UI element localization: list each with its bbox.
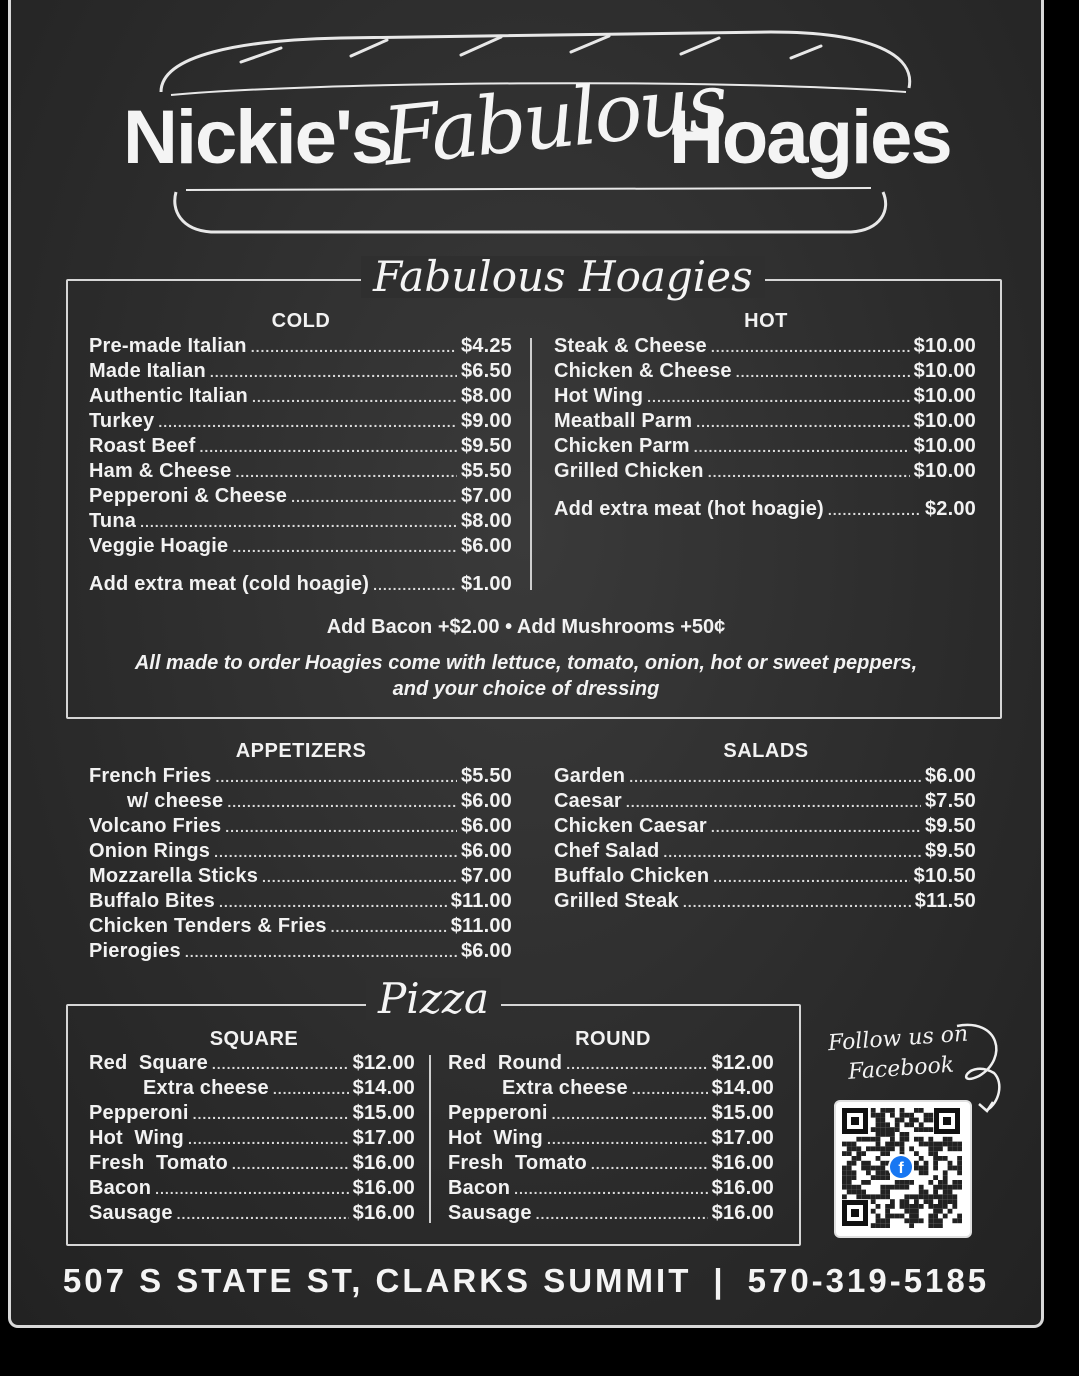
salad-item-name: Grilled Steak — [554, 890, 679, 912]
title-fabulous: Fabulous — [379, 55, 730, 184]
svg-text:f: f — [898, 1160, 904, 1177]
footer-separator: | — [713, 1262, 726, 1299]
round-pizza-item-name: Bacon — [448, 1177, 511, 1199]
hot-hoagie-item — [554, 409, 976, 434]
title-hoagies: Hoagies — [669, 95, 951, 180]
dot-leader — [713, 865, 909, 890]
hot-hoagie-item-price: $10.00 — [913, 385, 976, 407]
dot-leader — [626, 790, 921, 815]
round-pizza-item-name: Sausage — [448, 1202, 532, 1224]
dot-leader — [232, 535, 457, 560]
dot-leader — [632, 1077, 708, 1102]
hoagie-note-line1: All made to order Hoagies come with lettuce, tomato, onion, hot or sweet peppers, — [134, 652, 918, 674]
square-pizza-item-price: $15.00 — [352, 1102, 415, 1124]
dot-leader — [547, 1127, 708, 1152]
dot-leader — [629, 765, 921, 790]
cold-hoagie-item-name: Roast Beef — [89, 435, 196, 457]
dot-leader — [210, 360, 457, 385]
dot-leader — [212, 1052, 349, 1077]
salad-item-price: $11.50 — [914, 890, 976, 912]
round-pizza-list — [448, 1051, 774, 1226]
dot-leader — [251, 335, 457, 360]
salad-item — [554, 814, 976, 839]
appetizer-item-price: $6.00 — [460, 790, 512, 812]
hot-hoagie-item-name: Grilled Chicken — [554, 460, 704, 482]
square-pizza-item — [89, 1201, 415, 1226]
cold-hoagie-item-name: Pepperoni & Cheese — [89, 485, 288, 507]
round-pizza-item — [448, 1101, 774, 1126]
appetizer-item — [89, 764, 512, 789]
dot-leader — [736, 360, 910, 385]
dot-leader — [708, 460, 910, 485]
dot-leader — [663, 840, 921, 865]
cold-hoagie-item-name: Ham & Cheese — [89, 460, 232, 482]
round-heading: ROUND — [575, 1028, 651, 1050]
dot-leader — [566, 1052, 707, 1077]
hot-hoagie-item-name: Hot Wing — [554, 385, 644, 407]
appetizer-item — [89, 914, 512, 939]
dot-leader — [193, 1102, 349, 1127]
appetizer-item-price: $6.00 — [460, 815, 512, 837]
cold-hoagie-item-price: $4.25 — [460, 335, 512, 357]
cold-hoagie-item-price: $6.00 — [460, 535, 512, 557]
cold-hoagie-item — [89, 484, 512, 509]
hot-hoagie-item — [554, 334, 976, 359]
round-pizza-item-name: Red Round — [448, 1052, 563, 1074]
hot-hoagie-item — [554, 384, 976, 409]
appetizer-item-name: Onion Rings — [89, 840, 211, 862]
square-pizza-item — [89, 1126, 415, 1151]
dot-leader — [683, 890, 911, 915]
square-pizza-item-name: Fresh Tomato — [89, 1152, 228, 1174]
follow-line2: Facebook — [847, 1052, 955, 1085]
phone-number[interactable]: 570-319-5185 — [747, 1262, 990, 1299]
appetizer-item-price: $11.00 — [450, 915, 512, 937]
dot-leader — [219, 890, 447, 915]
appetizers-list — [89, 764, 512, 964]
cold-hoagie-item — [89, 334, 512, 359]
qr-code-icon — [836, 1102, 966, 1232]
round-pizza-item — [448, 1151, 774, 1176]
hot-hoagie-item — [554, 434, 976, 459]
square-pizza-item-price: $17.00 — [352, 1127, 415, 1149]
appetizer-item-name: Buffalo Bites — [89, 890, 215, 912]
dot-leader — [696, 410, 909, 435]
square-pizza-item-price: $16.00 — [352, 1202, 415, 1224]
appetizer-item-price: $11.00 — [450, 890, 512, 912]
cold-hoagie-item — [89, 434, 512, 459]
dot-leader — [158, 410, 457, 435]
qr-code[interactable] — [834, 1100, 972, 1238]
hot-extra-name: Add extra meat (hot hoagie) — [554, 498, 824, 520]
dot-leader — [215, 765, 456, 790]
cold-hoagie-item-name: Turkey — [89, 410, 155, 432]
dot-leader — [227, 790, 457, 815]
pizza-divider — [429, 1055, 431, 1223]
round-pizza-item-price: $14.00 — [711, 1077, 774, 1099]
hoagie-note-line2: and your choice of dressing — [392, 678, 660, 700]
square-pizza-item-name: Extra cheese — [143, 1077, 269, 1099]
salad-item-name: Chef Salad — [554, 840, 660, 862]
round-pizza-item-name: Pepperoni — [448, 1102, 548, 1124]
dot-leader — [536, 1202, 708, 1227]
round-pizza-item-price: $12.00 — [711, 1052, 774, 1074]
dot-leader — [262, 865, 457, 890]
salad-item-name: Buffalo Chicken — [554, 865, 710, 887]
square-pizza-item-name: Sausage — [89, 1202, 173, 1224]
square-pizza-item — [89, 1051, 415, 1076]
square-pizza-item — [89, 1151, 415, 1176]
round-pizza-item-name: Extra cheese — [502, 1077, 628, 1099]
appetizer-item — [89, 864, 512, 889]
dot-leader — [177, 1202, 349, 1227]
square-pizza-item-price: $16.00 — [352, 1152, 415, 1174]
appetizer-item — [89, 889, 512, 914]
salad-item-name: Caesar — [554, 790, 622, 812]
hot-hoagie-item-name: Steak & Cheese — [554, 335, 707, 357]
salad-item — [554, 789, 976, 814]
square-heading: SQUARE — [209, 1028, 299, 1050]
hot-hoagie-item-name: Meatball Parm — [554, 410, 693, 432]
hot-hoagie-item-price: $10.00 — [913, 410, 976, 432]
salad-item — [554, 864, 976, 889]
hoagies-divider — [530, 338, 532, 590]
salads-heading: SALADS — [723, 740, 809, 762]
cold-hoagie-item-name: Authentic Italian — [89, 385, 248, 407]
round-pizza-item-price: $17.00 — [711, 1127, 774, 1149]
hoagie-addons: Add Bacon +$2.00 • Add Mushrooms +50¢ — [326, 616, 726, 638]
hot-hoagie-item — [554, 359, 976, 384]
cold-extra-meat — [89, 572, 512, 597]
appetizer-item-name: Volcano Fries — [89, 815, 222, 837]
cold-hoagie-item-price: $9.50 — [460, 435, 512, 457]
dot-leader — [694, 435, 910, 460]
square-pizza-item-name: Hot Wing — [89, 1127, 184, 1149]
cold-hoagie-item-name: Veggie Hoagie — [89, 535, 229, 557]
appetizer-item-price: $7.00 — [460, 865, 512, 887]
salad-item-price: $7.50 — [924, 790, 976, 812]
hot-hoagie-item-price: $10.00 — [913, 360, 976, 382]
salad-item-price: $6.00 — [924, 765, 976, 787]
dot-leader — [235, 460, 456, 485]
appetizer-item-name: w/ cheese — [127, 790, 224, 812]
cold-hoagie-item-price: $8.00 — [460, 385, 512, 407]
round-pizza-item-price: $16.00 — [711, 1202, 774, 1224]
dot-leader — [199, 435, 456, 460]
square-pizza-list — [89, 1051, 415, 1226]
hoagie-note — [131, 650, 921, 702]
salad-item — [554, 839, 976, 864]
cold-extra-price: $1.00 — [460, 573, 512, 595]
round-pizza-item-price: $16.00 — [711, 1177, 774, 1199]
hot-heading: HOT — [744, 310, 788, 332]
hot-hoagie-item-price: $10.00 — [913, 435, 976, 457]
hot-hoagie-item-name: Chicken & Cheese — [554, 360, 732, 382]
cold-hoagie-item-name: Made Italian — [89, 360, 206, 382]
cold-hoagie-item — [89, 384, 512, 409]
menu-board — [8, 0, 1044, 1328]
square-pizza-item-price: $12.00 — [352, 1052, 415, 1074]
salad-item — [554, 889, 976, 914]
dot-leader — [711, 815, 921, 840]
appetizer-item-name: French Fries — [89, 765, 212, 787]
hot-hoagie-list — [554, 334, 976, 484]
dot-leader — [140, 510, 457, 535]
hot-hoagie-item-price: $10.00 — [913, 335, 976, 357]
appetizers-heading: APPETIZERS — [235, 740, 367, 762]
cold-hoagie-list — [89, 334, 512, 559]
title-nickies: Nickie's — [123, 95, 392, 180]
appetizer-item-price: $6.00 — [460, 940, 512, 962]
cold-hoagie-item — [89, 534, 512, 559]
footer — [11, 1262, 1041, 1300]
cold-hoagie-item — [89, 409, 512, 434]
hoagies-section-title: Fabulous Hoagies — [361, 256, 765, 298]
salad-item-price: $10.50 — [913, 865, 976, 887]
salad-item-price: $9.50 — [924, 840, 976, 862]
pizza-section-title: Pizza — [366, 978, 501, 1020]
square-pizza-item-price: $16.00 — [352, 1177, 415, 1199]
cold-extra-name: Add extra meat (cold hoagie) — [89, 573, 370, 595]
salad-item-name: Chicken Caesar — [554, 815, 707, 837]
round-pizza-item-name: Fresh Tomato — [448, 1152, 587, 1174]
appetizer-item — [89, 814, 512, 839]
salads-list — [554, 764, 976, 914]
square-pizza-item-name: Pepperoni — [89, 1102, 189, 1124]
appetizer-item-name: Mozzarella Sticks — [89, 865, 259, 887]
address: 507 S STATE ST, CLARKS SUMMIT — [62, 1262, 692, 1299]
round-pizza-item — [448, 1051, 774, 1076]
round-pizza-item-price: $15.00 — [711, 1102, 774, 1124]
round-pizza-item — [448, 1126, 774, 1151]
appetizer-item — [89, 839, 512, 864]
square-pizza-item-name: Bacon — [89, 1177, 152, 1199]
dot-leader — [552, 1102, 708, 1127]
appetizer-item-name: Chicken Tenders & Fries — [89, 915, 327, 937]
dot-leader — [185, 940, 457, 965]
hot-hoagie-item-name: Chicken Parm — [554, 435, 690, 457]
square-pizza-item — [89, 1176, 415, 1201]
cold-hoagie-item-name: Tuna — [89, 510, 137, 532]
dot-leader — [214, 840, 457, 865]
dot-leader — [711, 335, 910, 360]
square-pizza-item-name: Red Square — [89, 1052, 208, 1074]
cold-hoagie-item-price: $8.00 — [460, 510, 512, 532]
round-pizza-item — [448, 1076, 774, 1101]
dot-leader — [591, 1152, 708, 1177]
dot-leader — [155, 1177, 349, 1202]
appetizer-item — [89, 939, 512, 964]
appetizer-item-name: Pierogies — [89, 940, 181, 962]
hot-extra-meat — [554, 497, 976, 522]
cold-hoagie-item-price: $9.00 — [460, 410, 512, 432]
square-pizza-item-price: $14.00 — [352, 1077, 415, 1099]
round-pizza-item — [448, 1201, 774, 1226]
dot-leader — [232, 1152, 349, 1177]
dot-leader — [291, 485, 457, 510]
appetizer-item — [89, 789, 512, 814]
hot-extra-price: $2.00 — [924, 498, 976, 520]
salad-item-price: $9.50 — [924, 815, 976, 837]
dot-leader — [331, 915, 447, 940]
appetizer-item-price: $6.00 — [460, 840, 512, 862]
dot-leader — [273, 1077, 349, 1102]
round-pizza-item-price: $16.00 — [711, 1152, 774, 1174]
header — [11, 0, 1041, 250]
cold-hoagie-item-name: Pre-made Italian — [89, 335, 247, 357]
round-pizza-item — [448, 1176, 774, 1201]
cold-hoagie-item-price: $6.50 — [460, 360, 512, 382]
square-pizza-item — [89, 1101, 415, 1126]
dot-leader — [225, 815, 457, 840]
cold-hoagie-item — [89, 459, 512, 484]
cold-hoagie-item-price: $5.50 — [460, 460, 512, 482]
cold-hoagie-item — [89, 359, 512, 384]
cold-hoagie-item-price: $7.00 — [460, 485, 512, 507]
cold-hoagie-item — [89, 509, 512, 534]
dot-leader — [188, 1127, 349, 1152]
hot-hoagie-item-price: $10.00 — [913, 460, 976, 482]
dot-leader — [647, 385, 909, 410]
dot-leader — [252, 385, 457, 410]
dot-leader — [514, 1177, 708, 1202]
follow-line1: Follow us on — [827, 1021, 969, 1057]
cold-heading: COLD — [271, 310, 331, 332]
square-pizza-item — [89, 1076, 415, 1101]
round-pizza-item-name: Hot Wing — [448, 1127, 543, 1149]
appetizer-item-price: $5.50 — [460, 765, 512, 787]
salad-item — [554, 764, 976, 789]
salad-item-name: Garden — [554, 765, 626, 787]
hot-hoagie-item — [554, 459, 976, 484]
